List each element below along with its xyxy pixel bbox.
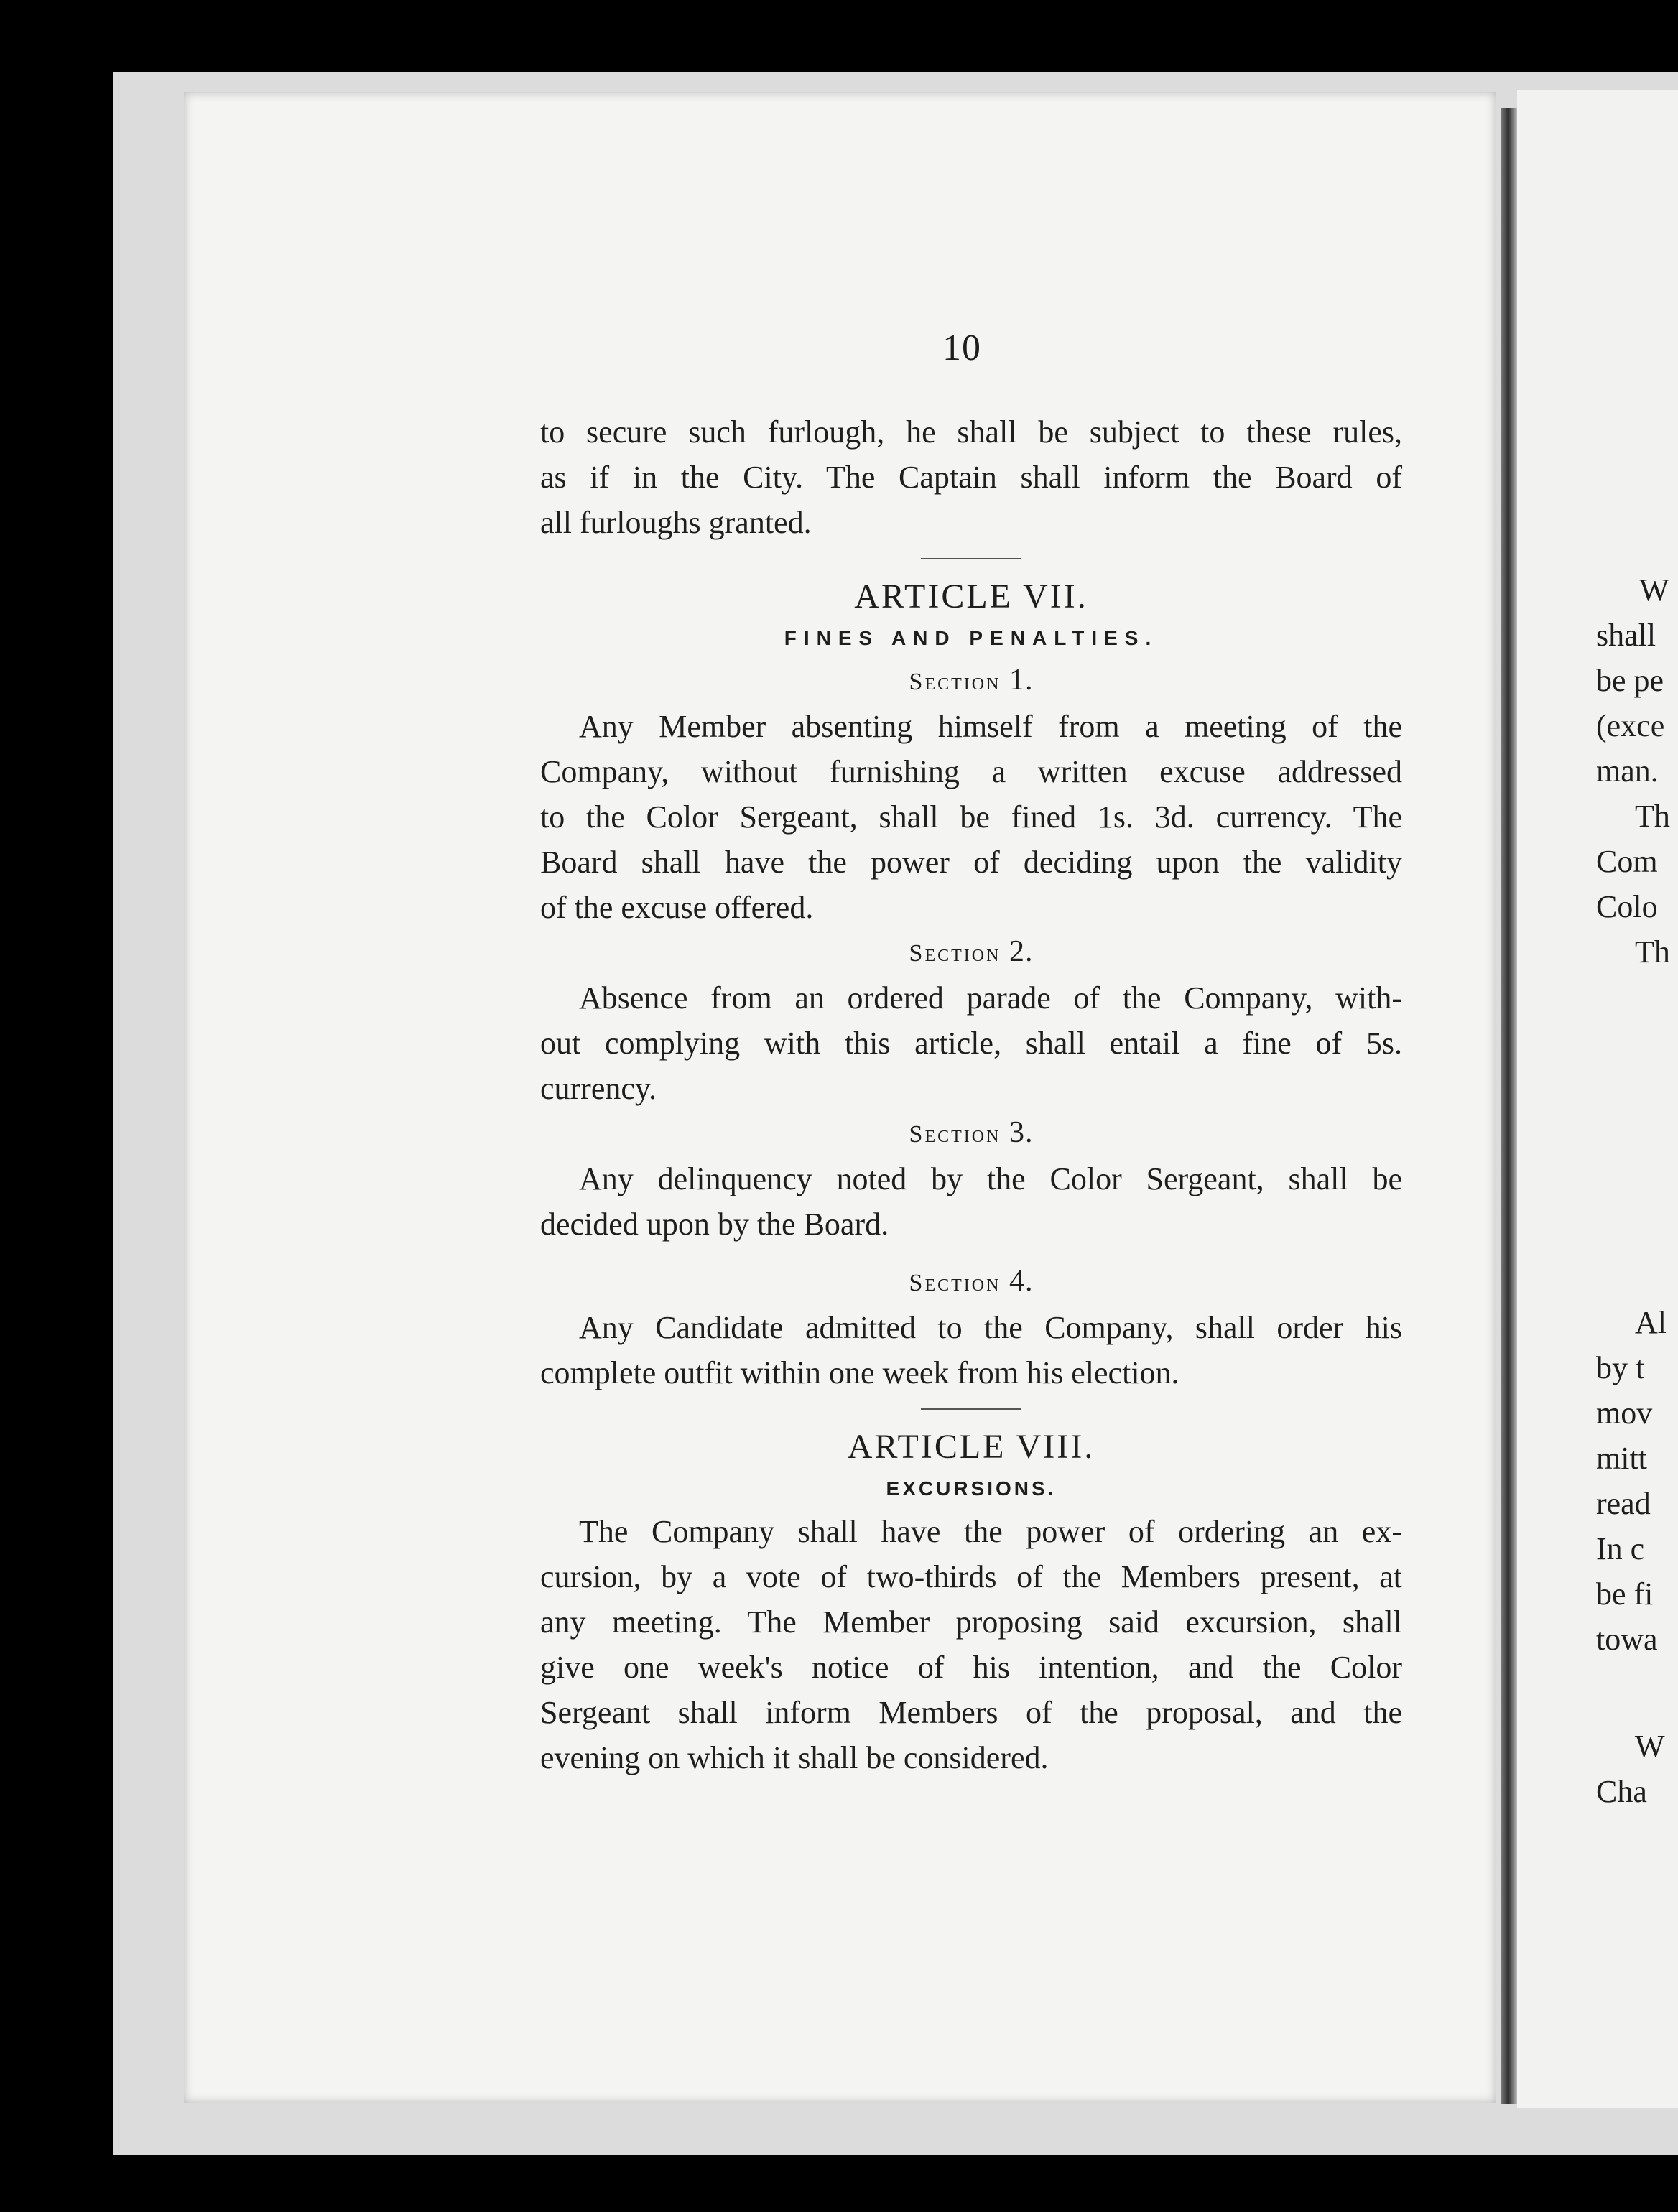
text-line: of the excuse offered. <box>540 890 814 925</box>
right-fragment: by t <box>1596 1350 1645 1385</box>
right-fragment: Th <box>1635 799 1670 834</box>
text-line: to secure such furlough, he shall be subject to these rules, <box>540 414 1402 450</box>
text-line: evening on which it shall be considered. <box>540 1740 1049 1775</box>
section-heading <box>540 1111 1402 1156</box>
text-column <box>540 409 1402 1780</box>
article-vii-title: ARTICLE VII. <box>854 577 1088 615</box>
page-number: 10 <box>942 327 981 368</box>
divider-rule <box>921 1408 1021 1410</box>
section-heading <box>540 659 1402 704</box>
text-line: Sergeant shall inform Members of the proposal, and the <box>540 1695 1402 1730</box>
article-vii-subtitle: FINES AND PENALTIES. <box>784 627 1159 649</box>
right-fragment: (exce <box>1596 708 1665 743</box>
right-fragment: Th <box>1635 934 1670 970</box>
text-line: The Company shall have the power of ordering an ex- <box>579 1514 1402 1549</box>
divider-rule <box>921 558 1021 559</box>
text-line: to the Color Sergeant, shall be fined 1s. 3d. currency. The <box>540 799 1402 835</box>
excursions-paragraph <box>540 1509 1402 1780</box>
section-paragraph <box>540 1305 1402 1395</box>
right-fragment: man. <box>1596 753 1659 789</box>
section-number: 4. <box>1009 1265 1034 1298</box>
text-line: Board shall have the power of deciding upon the validity <box>540 845 1402 880</box>
spacer <box>540 1247 1402 1260</box>
right-fragment: Cha <box>1596 1774 1647 1809</box>
text-line: cursion, by a vote of two-thirds of the Members present, at <box>540 1559 1402 1594</box>
section-number: 1. <box>1009 664 1034 697</box>
right-fragment: mov <box>1596 1395 1653 1431</box>
section-paragraph <box>540 1156 1402 1247</box>
text-line: any meeting. The Member proposing said excursion, shall <box>540 1604 1402 1640</box>
right-fragment: Com <box>1596 844 1658 879</box>
right-fragment: Colo <box>1596 889 1658 924</box>
section-heading <box>540 930 1402 975</box>
right-fragment: mitt <box>1596 1441 1647 1476</box>
section-number: 2. <box>1009 935 1034 968</box>
text-line: as if in the City. The Captain shall inform the Board of <box>540 460 1402 495</box>
section-number: 3. <box>1009 1116 1034 1149</box>
text-line: give one week's notice of his intention, and the Color <box>540 1650 1402 1685</box>
intro-paragraph <box>540 409 1402 545</box>
section-label: Section <box>909 1270 1001 1296</box>
text-line: complete outfit within one week from his election. <box>540 1355 1179 1390</box>
section-paragraph <box>540 975 1402 1111</box>
article-viii-subtitle: EXCURSIONS. <box>886 1477 1057 1500</box>
right-fragment: In c <box>1596 1531 1645 1566</box>
right-fragment: shall <box>1596 618 1656 653</box>
section-heading <box>540 1260 1402 1305</box>
section-paragraph <box>540 704 1402 930</box>
right-fragment: be pe <box>1596 663 1664 698</box>
section-label: Section <box>909 669 1001 695</box>
right-fragment: read <box>1596 1486 1651 1521</box>
text-line: Company, without furnishing a written excuse addressed <box>540 754 1402 789</box>
text-line: Any delinquency noted by the Color Sergeant, shall be <box>579 1161 1402 1196</box>
section-label: Section <box>909 1121 1001 1148</box>
book-gutter <box>1501 108 1517 2104</box>
text-line: currency. <box>540 1071 657 1106</box>
right-fragment: W <box>1635 1729 1665 1764</box>
right-fragment: towa <box>1596 1622 1658 1657</box>
text-line: decided upon by the Board. <box>540 1207 889 1242</box>
section-label: Section <box>909 940 1001 967</box>
right-fragment: Al <box>1635 1305 1667 1340</box>
text-line: Absence from an ordered parade of the Company, with- <box>579 980 1402 1016</box>
text-line: out complying with this article, shall entail a fine of 5s. <box>540 1026 1402 1061</box>
article-viii-title: ARTICLE VIII. <box>847 1428 1095 1466</box>
text-line: Any Member absenting himself from a meeting of the <box>579 709 1402 744</box>
text-line: Any Candidate admitted to the Company, shall order his <box>579 1310 1402 1345</box>
right-fragment: W <box>1639 572 1669 608</box>
right-fragment: be fi <box>1596 1576 1654 1612</box>
text-line: all furloughs granted. <box>540 505 812 540</box>
